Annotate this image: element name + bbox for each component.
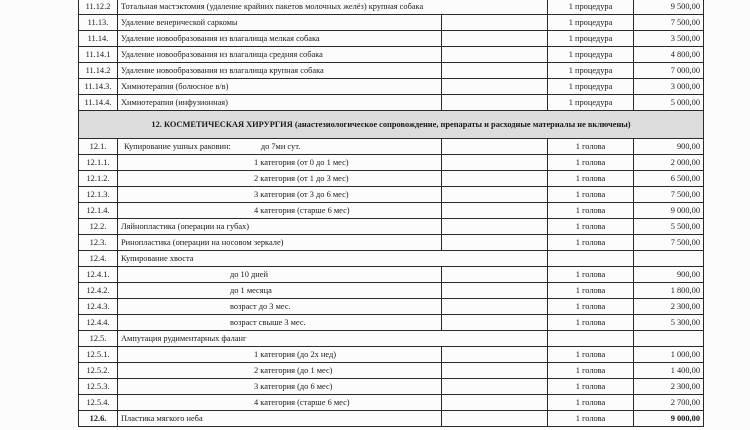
section-subtitle: (анастезиологическое сопровождение, препараты и расходные материалы не включены) [294,120,631,129]
row-name: Ампутация рудиментарных фаланг [118,331,548,347]
row-code: 12.4. [79,251,118,267]
row-code: 11.14.1 [79,47,118,63]
row-code: 12.4.2. [79,283,118,299]
row-gap [442,267,548,283]
row-unit: 1 голова [548,347,634,363]
table-row [79,31,704,47]
table-row [79,331,704,347]
row-name: 4 категория (старше 6 мес) [118,203,442,219]
row-code: 12.1.3. [79,187,118,203]
row-gap [442,219,548,235]
row-name: Химиотерапия (болюсное в/в) [118,79,442,95]
row-name: Удаление новообразования из влагалища мелкая собака [118,31,442,47]
table-row [79,379,704,395]
row-gap [442,395,548,411]
row-code: 12.5.3. [79,379,118,395]
section-header-row [79,111,704,139]
row-name: Удаление венерической саркомы [118,15,442,31]
row-code: 12.6. [79,411,118,427]
row-name: 1 категория (от 0 до 1 мес) [118,155,442,171]
table-row [79,347,704,363]
row-unit [548,331,634,347]
table-row [79,47,704,63]
row-gap [442,347,548,363]
row-price: 1 400,00 [634,363,704,379]
table-row [79,363,704,379]
row-unit: 1 голова [548,395,634,411]
row-code: 12.1. [79,139,118,155]
table-row [79,15,704,31]
row-name: до 1 месяца [118,283,442,299]
row-code: 11.13. [79,15,118,31]
row-unit: 1 процедура [548,0,634,15]
row-price: 2 700,00 [634,395,704,411]
row-code: 11.12.2 [79,0,118,15]
row-code: 11.14.3. [79,79,118,95]
table-row [79,63,704,79]
row-unit: 1 голова [548,283,634,299]
row-unit: 1 процедура [548,31,634,47]
row-code: 11.14.4. [79,95,118,111]
row-price: 2 000,00 [634,155,704,171]
row-unit: 1 голова [548,315,634,331]
row-code: 12.5.4. [79,395,118,411]
row-price: 900,00 [634,139,704,155]
row-gap [442,95,548,111]
row-name: 3 категория (до 6 мес) [118,379,442,395]
row-price: 9 500,00 [634,0,704,15]
row-gap [442,283,548,299]
row-gap [442,171,548,187]
row-code: 11.14.2 [79,63,118,79]
row-name: 2 категория (до 1 мес) [118,363,442,379]
row-unit: 1 голова [548,379,634,395]
row-unit: 1 голова [548,235,634,251]
table-row [79,299,704,315]
row-gap [442,139,548,155]
row-name: Удаление новообразования из влагалища крупная собака [118,63,442,79]
row-code: 12.5.1. [79,347,118,363]
row-unit: 1 голова [548,187,634,203]
row-unit: 1 процедура [548,63,634,79]
table-row [79,395,704,411]
row-unit: 1 голова [548,155,634,171]
table-row [79,0,704,15]
row-name: возраст свыше 3 мес. [118,315,442,331]
row-name: Химиотерапия (инфузионная) [118,95,442,111]
row-code: 12.4.3. [79,299,118,315]
row-gap [442,379,548,395]
table-row [79,187,704,203]
row-unit: 1 процедура [548,95,634,111]
row-name: Удаление новообразования из влагалища средняя собака [118,47,442,63]
row-gap [442,47,548,63]
row-code: 12.4.1. [79,267,118,283]
row-price [634,331,704,347]
row-name: возраст до 3 мес. [118,299,442,315]
row-code: 12.2. [79,219,118,235]
row-gap [442,203,548,219]
row-name: Тотальная мастэктомия (удаление крайних пакетов молочных желёз) крупная собака [118,0,548,15]
row-code: 12.3. [79,235,118,251]
row-name [118,139,442,155]
row-unit: 1 процедура [548,79,634,95]
row-name: Ринопластика (операции на носовом зеркале) [118,235,442,251]
row-unit: 1 процедура [548,47,634,63]
row-price: 9 000,00 [634,203,704,219]
row-price: 7 000,00 [634,63,704,79]
table-row [79,251,704,267]
row-gap [442,363,548,379]
table-row [79,155,704,171]
table-row [79,79,704,95]
row-unit: 1 голова [548,363,634,379]
row-name: 1 категория (до 2х нед) [118,347,442,363]
row-gap [442,155,548,171]
row-price: 5 500,00 [634,219,704,235]
row-price: 3 000,00 [634,79,704,95]
row-gap [442,235,548,251]
table-row [79,267,704,283]
row-name-extra: до 7ми сут. [260,142,301,151]
row-price: 5 000,00 [634,95,704,111]
row-price: 2 300,00 [634,379,704,395]
table-row [79,315,704,331]
row-gap [442,315,548,331]
row-gap [442,187,548,203]
row-name-main: Купирование ушных раковин: [124,142,231,151]
section-title: 12. КОСМЕТИЧЕСКАЯ ХИРУРГИЯ [151,120,293,129]
row-name: Ляйнопластика (операции на губах) [118,219,442,235]
row-unit: 1 голова [548,139,634,155]
row-price: 1 800,00 [634,283,704,299]
row-price: 6 500,00 [634,171,704,187]
table-row [79,411,704,427]
row-gap [442,31,548,47]
row-price: 2 300,00 [634,299,704,315]
row-price: 900,00 [634,267,704,283]
row-code: 12.1.2. [79,171,118,187]
row-code: 12.5.2. [79,363,118,379]
row-unit: 1 голова [548,411,634,427]
row-name: 2 категория (от 1 до 3 мес) [118,171,442,187]
table-row [79,139,704,155]
row-code: 12.4.4. [79,315,118,331]
row-code: 12.1.1. [79,155,118,171]
row-gap [442,79,548,95]
row-price: 9 000,00 [634,411,704,427]
row-gap [442,15,548,31]
row-price: 7 500,00 [634,235,704,251]
row-price: 7 500,00 [634,15,704,31]
row-unit: 1 голова [548,299,634,315]
table-row [79,283,704,299]
row-price [634,251,704,267]
row-price: 7 500,00 [634,187,704,203]
row-price: 5 300,00 [634,315,704,331]
table-row [79,203,704,219]
row-code: 12.5. [79,331,118,347]
row-code: 11.14. [79,31,118,47]
row-name: 3 категория (от 3 до 6 мес) [118,187,442,203]
table-row [79,95,704,111]
row-unit [548,251,634,267]
row-price: 1 000,00 [634,347,704,363]
row-gap [442,299,548,315]
section-header [79,111,704,139]
row-gap [442,63,548,79]
price-table [78,0,704,427]
row-name: Купирование хвоста [118,251,548,267]
table-row [79,171,704,187]
row-name: 4 категория (старше 6 мес) [118,395,442,411]
row-code: 12.1.4. [79,203,118,219]
row-price: 3 500,00 [634,31,704,47]
row-unit: 1 процедура [548,15,634,31]
row-unit: 1 голова [548,203,634,219]
table-row [79,235,704,251]
row-unit: 1 голова [548,219,634,235]
row-unit: 1 голова [548,171,634,187]
row-name: до 10 дней [118,267,442,283]
table-row [79,219,704,235]
row-unit: 1 голова [548,267,634,283]
row-price: 4 800,00 [634,47,704,63]
row-gap [442,411,548,427]
row-name: Пластика мягкого неба [118,411,442,427]
